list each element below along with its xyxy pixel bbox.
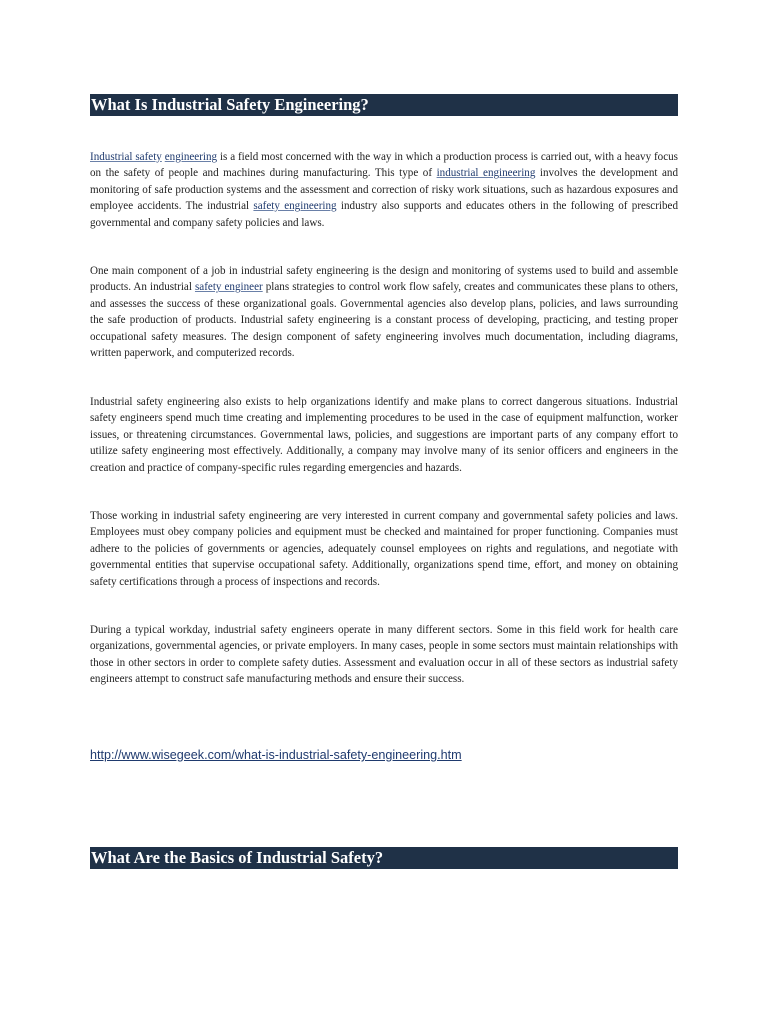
paragraph-typical-workday: During a typical workday, industrial safety engineers operate in many different sectors. Some in this field work for health care organizations, governmental agencies, or private employers. In many cases, people in some sectors must maintain relationships with those in other sectors in order to complete safety duties. Assessment and evaluation occur in all of these sectors as industrial safety engineers attempt to construct safe manufacturing methods and ensure their success. (90, 624, 678, 686)
paragraph-text: plans strategies to control work flow safely, creates and communicates these plans to others, and assesses the success of these organizational goals. Governmental agencies also develop plans, policies, and laws surrounding the safe production of products. Industrial safety engineering is a constant process of developing, practicing, and testing proper occupational safety measures. The design component of safety engineering involves much documentation, including diagrams, written paperwork, and computerized records. (90, 281, 678, 360)
paragraph-dangerous-situations: Industrial safety engineering also exists to help organizations identify and make plans to correct dangerous situations. Industrial safety engineers spend much time creating and implementing procedures to be used in the case of equipment malfunction, worker issues, or threatening circumstances. Governmental laws, policies, and suggestions are important parts of any company effort to utilize safety engineering most effectively. Additionally, a company may involve many of its senior officers and engineers in the creation and practice of company-specific rules regarding emergencies and hazards. (90, 396, 678, 474)
paragraph-definition (90, 149, 678, 231)
source-url-link[interactable]: http://www.wisegeek.com/what-is-industrial-safety-engineering.htm (90, 748, 462, 762)
paragraph-text: is a field most concerned with the way in which a production process is carried out, with a heavy focus on the safety of people and machines during manufacturing. This type of (90, 151, 678, 180)
paragraph-text: One main component of a job in industrial safety engineering is the design and monitoring of systems used to build and assemble products. An industrial (90, 265, 678, 294)
paragraph-text: industry also supports and educates others in the following of prescribed governmental and company safety policies and laws. (90, 200, 678, 229)
link-safety-engineer[interactable]: safety engineer (194, 281, 263, 294)
paragraph-text: involves the development and monitoring of safe production systems and the assessment and correction of risky work situations, such as hazardous exposures and employee accidents. The industrial (90, 167, 678, 213)
link-industrial-safety[interactable]: Industrial safety (90, 151, 162, 163)
link-safety-engineering[interactable]: safety engineering (253, 200, 337, 213)
paragraph-policies-laws: Those working in industrial safety engineering are very interested in current company and governmental safety policies and laws. Employees must obey company policies and equipment must be checked and maintained for proper functioning. Companies must adhere to the policies of governments or agencies, adequately counsel employees on rights and regulations, and negotiate with governmental entities that supervise occupational safety. Additionally, organizations spend time, effort, and money on obtaining safety certifications through a process of inspections and records. (90, 510, 678, 588)
paragraph-design-monitoring (90, 263, 678, 361)
link-industrial-engineering[interactable]: industrial engineering (436, 167, 536, 180)
link-engineering[interactable]: engineering (164, 151, 218, 163)
section-heading-basics-industrial-safety: What Are the Basics of Industrial Safety? (90, 847, 678, 869)
section-heading-industrial-safety-engineering: What Is Industrial Safety Engineering? (90, 94, 678, 116)
